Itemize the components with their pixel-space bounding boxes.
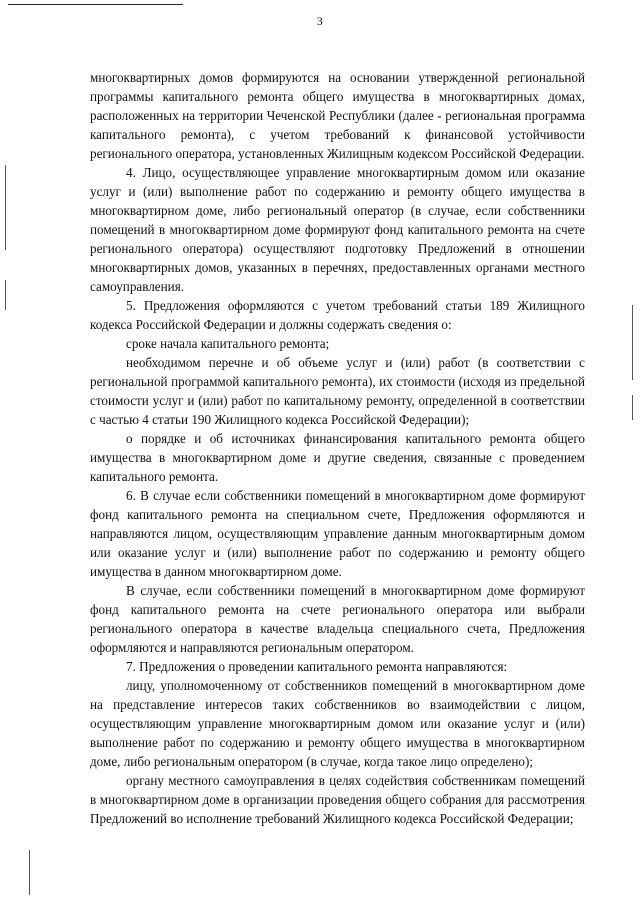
paragraph: 6. В случае если собственники помещений в многоквартирном доме формируют фонд капитального ремонта на специальном счете, Предложения оформляются и направляются лицом, осуществляющим управление данным многоквартирным домом или оказание услуг и (или) выполнение работ по содержанию и ремонту общего имущества в данном многоквартирном доме.: [90, 488, 585, 579]
page-number: 3: [316, 14, 324, 28]
paragraph: о порядке и об источниках финансирования капитального ремонта общего имущества в многоквартирном доме и другие сведения, связанные с проведением капитального ремонта.: [90, 431, 585, 484]
paragraph: В случае, если собственники помещений в многоквартирном доме формируют фонд капитального ремонта на счете регионального оператора или выбрали регионального оператора в качестве владельца специального счета, Предложения оформляются и направляются региональным оператором.: [90, 583, 585, 655]
paragraph: 7. Предложения о проведении капитального ремонта направляются:: [126, 659, 508, 674]
document-body: [90, 68, 585, 828]
scan-edge-mark: [29, 850, 30, 895]
scan-edge-mark: [632, 395, 633, 420]
paragraph: органу местного самоуправления в целях содействия собственникам помещений в многоквартирном доме в организации проведения общего собрания для рассмотрения Предложений во исполнение требований Жилищного кодекса Российской Федерации;: [90, 773, 585, 826]
paragraph: 5. Предложения оформляются с учетом требований статьи 189 Жилищного кодекса Российской Федерации и должны содержать сведения о:: [90, 298, 585, 332]
paragraph: сроке начала капитального ремонта;: [126, 336, 330, 351]
paragraph: многоквартирных домов формируются на основании утвержденной региональной программы капитального ремонта общего имущества в многоквартирных домах, расположенных на территории Чеченской Республики (далее - региональная программа капитального ремонта), с учетом требований к финансовой устойчивости регионального оператора, установленных Жилищным кодексом Российской Федерации.: [90, 70, 585, 161]
scan-edge-mark: [5, 165, 6, 250]
scan-edge-mark: [632, 305, 633, 380]
top-rule: [8, 4, 183, 5]
scan-edge-mark: [5, 280, 6, 310]
paragraph: лицу, уполномоченному от собственников помещений в многоквартирном доме на представление интересов таких собственников во взаимодействии с лицом, осуществляющим управление многоквартирным домом или оказание услуг и (или) выполнение работ по содержанию и ремонту общего имущества в многоквартирном доме, либо региональным оператором (в случае, когда такое лицо определено);: [90, 678, 585, 769]
paragraph: необходимом перечне и об объеме услуг и (или) работ (в соответствии с региональной программой капитального ремонта), их стоимости (исходя из предельной стоимости услуг и (или) работ по капитальному ремонту, определенной в соответствии с частью 4 статьи 190 Жилищного кодекса Российской Федерации);: [90, 355, 585, 427]
paragraph: 4. Лицо, осуществляющее управление многоквартирным домом или оказание услуг и (или) выполнение работ по содержанию и ремонту общего имущества в многоквартирном доме, либо региональный оператор (в случае, если собственники помещений в многоквартирном доме формируют фонд капитального ремонта на счете регионального оператора) осуществляют подготовку Предложений в отношении многоквартирных домов, указанных в перечнях, предоставленных органами местного самоуправления.: [90, 165, 585, 294]
